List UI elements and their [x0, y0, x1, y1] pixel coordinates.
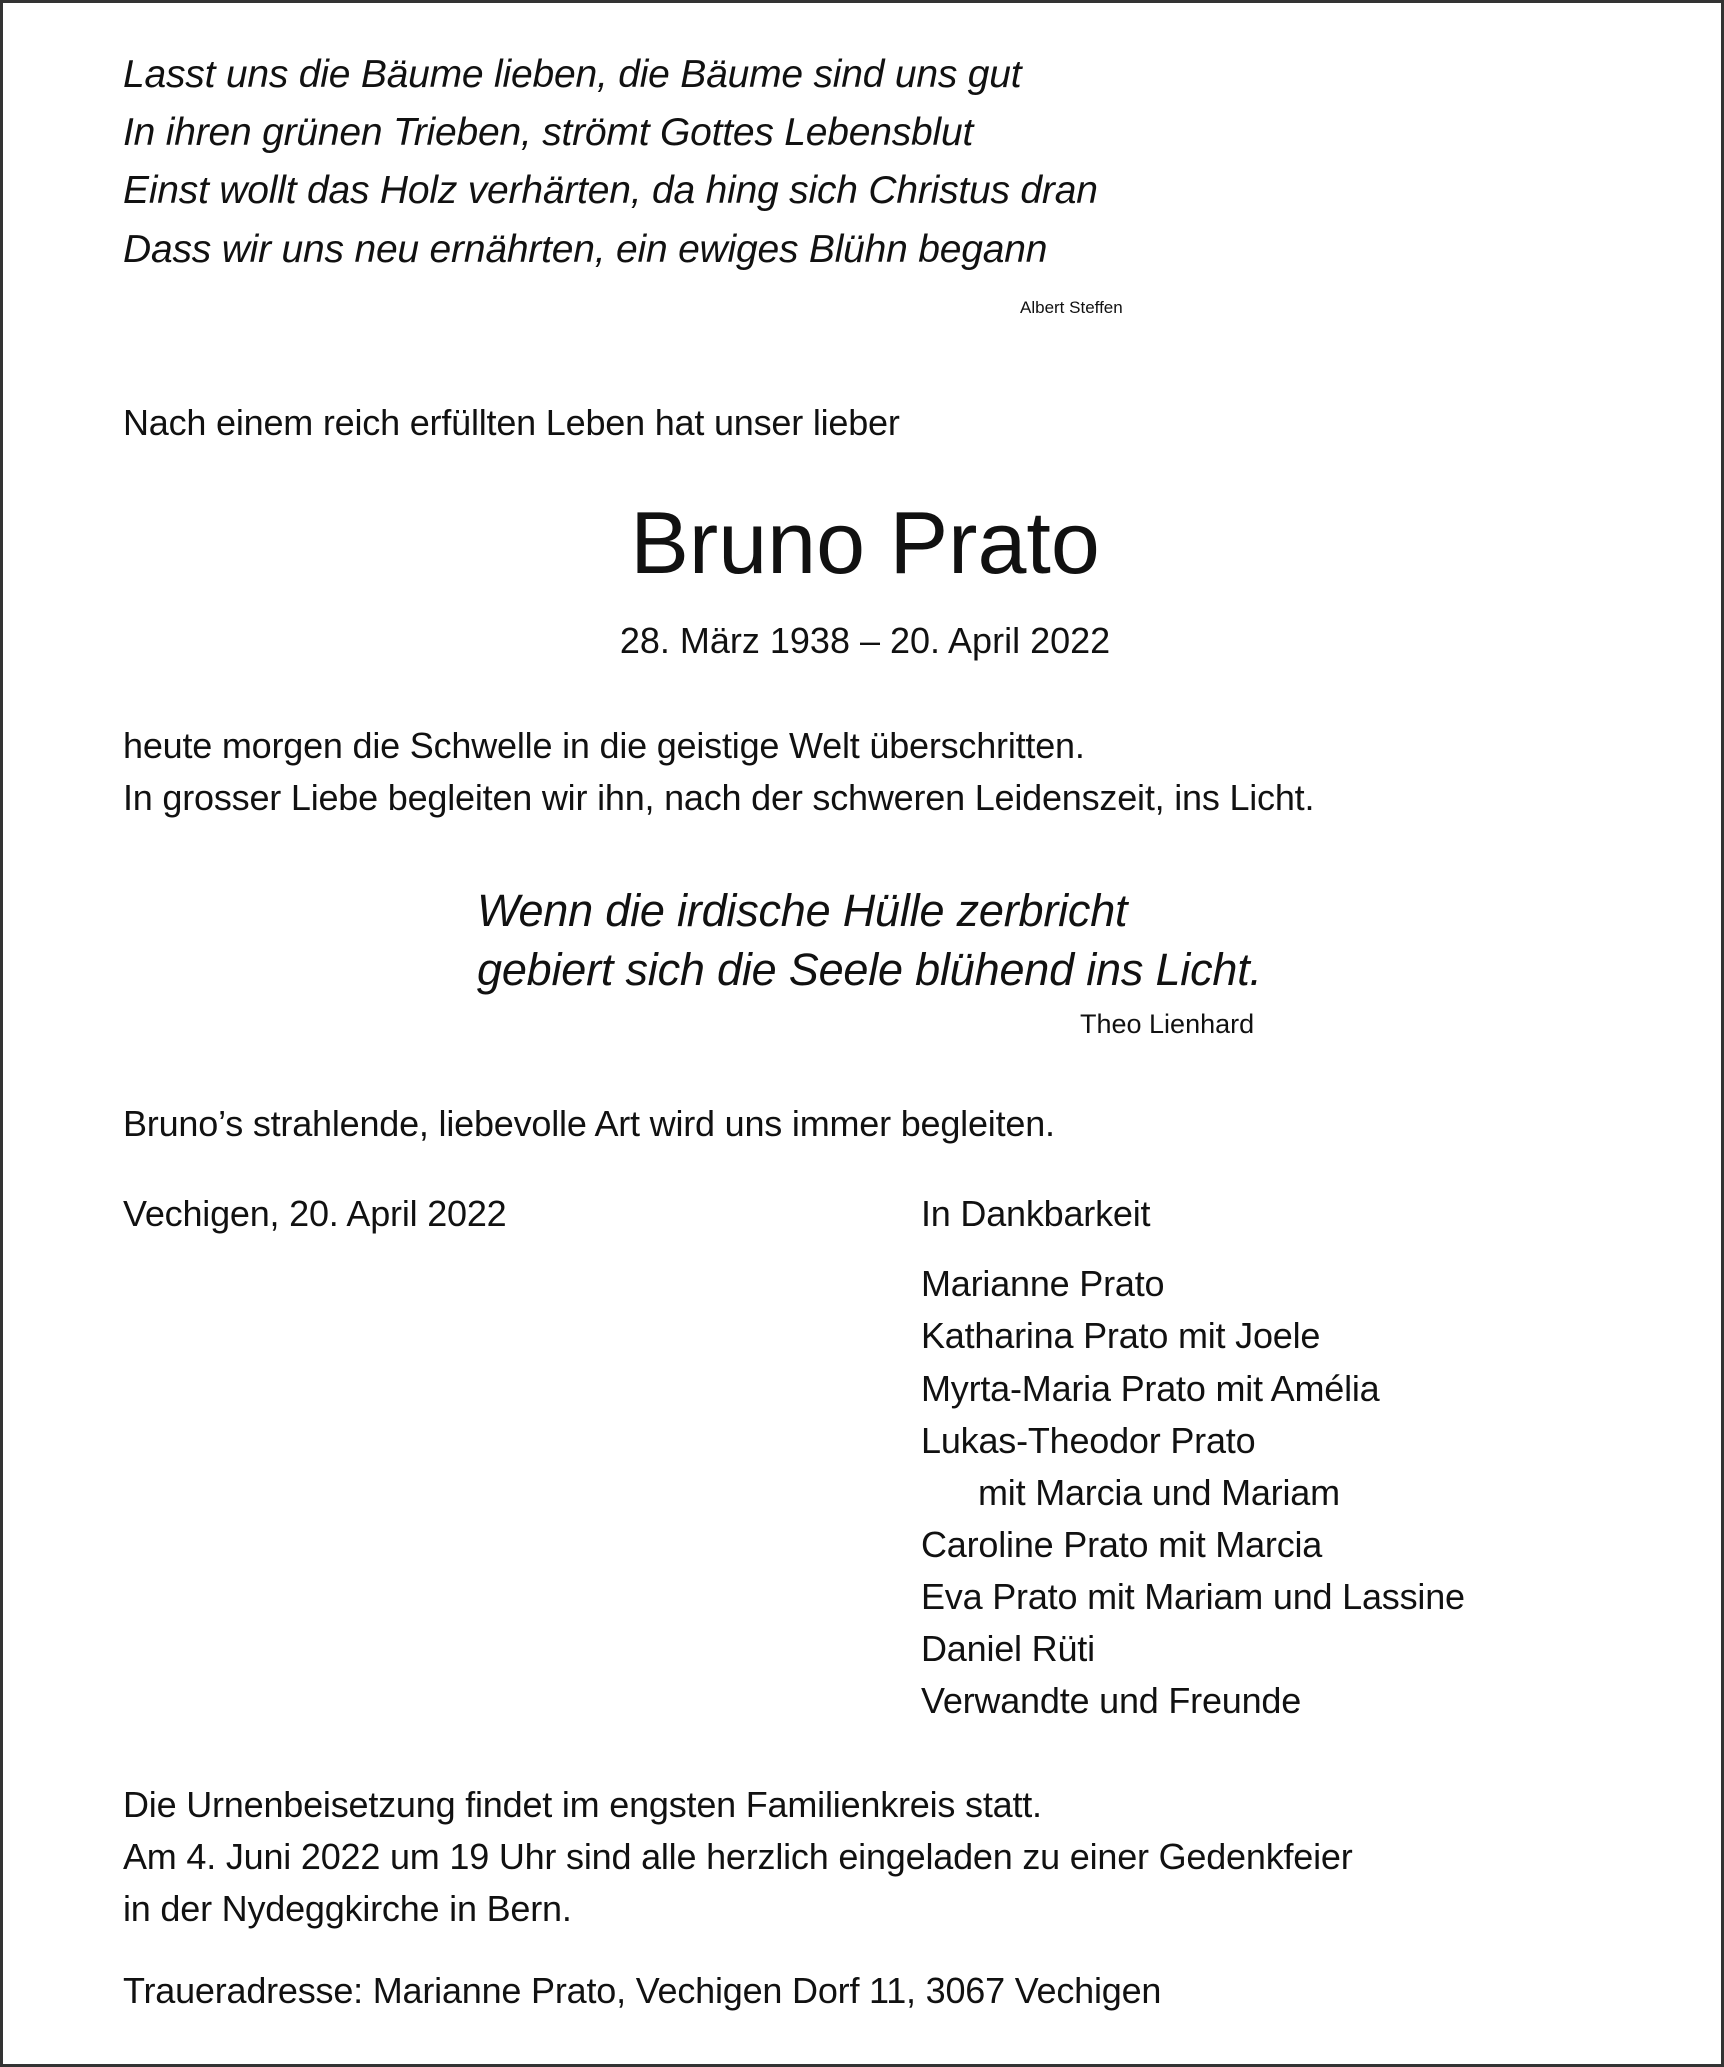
body-line: heute morgen die Schwelle in die geistige Welt überschritten. [123, 725, 1085, 766]
body-line: In grosser Liebe begleiten wir ihn, nach der schweren Leidenszeit, ins Licht. [123, 777, 1315, 818]
life-dates: 28. März 1938 – 20. April 2022 [619, 620, 1111, 661]
quote-line: Wenn die irdische Hülle zerbricht [477, 885, 1128, 936]
poem-line: Einst wollt das Holz verhärten, da hing sich Christus dran [123, 169, 1098, 212]
mourner-name-continuation: mit Marcia und Mariam [978, 1472, 1340, 1513]
remembrance-text: Bruno’s strahlende, liebevolle Art wird uns immer begleiten. [123, 1103, 1055, 1144]
ceremony-line: Am 4. Juni 2022 um 19 Uhr sind alle herzlich eingeladen zu einer Gedenkfeier [123, 1836, 1353, 1877]
place-date: Vechigen, 20. April 2022 [123, 1193, 507, 1234]
poem-author: Albert Steffen [1020, 298, 1123, 317]
mourner-name: Lukas-Theodor Prato [921, 1420, 1256, 1461]
mourner-name: Verwandte und Freunde [921, 1680, 1302, 1721]
mourner-name: Marianne Prato [921, 1263, 1165, 1304]
mourner-name: Myrta-Maria Prato mit Amélia [921, 1368, 1380, 1409]
deceased-name: Bruno Prato [630, 493, 1100, 592]
mourners-heading: In Dankbarkeit [921, 1193, 1151, 1234]
intro-text: Nach einem reich erfüllten Leben hat unser lieber [123, 402, 900, 443]
mourning-address: Traueradresse: Marianne Prato, Vechigen Dorf 11, 3067 Vechigen [123, 1970, 1162, 2011]
mourner-name: Daniel Rüti [921, 1628, 1095, 1669]
mourner-name: Eva Prato mit Mariam und Lassine [921, 1576, 1465, 1617]
poem-line: Lasst uns die Bäume lieben, die Bäume sind uns gut [123, 53, 1022, 96]
quote-line: gebiert sich die Seele blühend ins Licht. [477, 944, 1262, 995]
ceremony-line: Die Urnenbeisetzung findet im engsten Familienkreis statt. [123, 1784, 1042, 1825]
ceremony-line: in der Nydeggkirche in Bern. [123, 1888, 572, 1929]
poem-line: In ihren grünen Trieben, strömt Gottes Lebensblut [123, 111, 974, 154]
mourner-name: Caroline Prato mit Marcia [921, 1524, 1323, 1565]
quote-author: Theo Lienhard [1080, 1009, 1255, 1039]
mourner-name: Katharina Prato mit Joele [921, 1315, 1321, 1356]
poem-line: Dass wir uns neu ernährten, ein ewiges Blühn begann [123, 228, 1048, 271]
